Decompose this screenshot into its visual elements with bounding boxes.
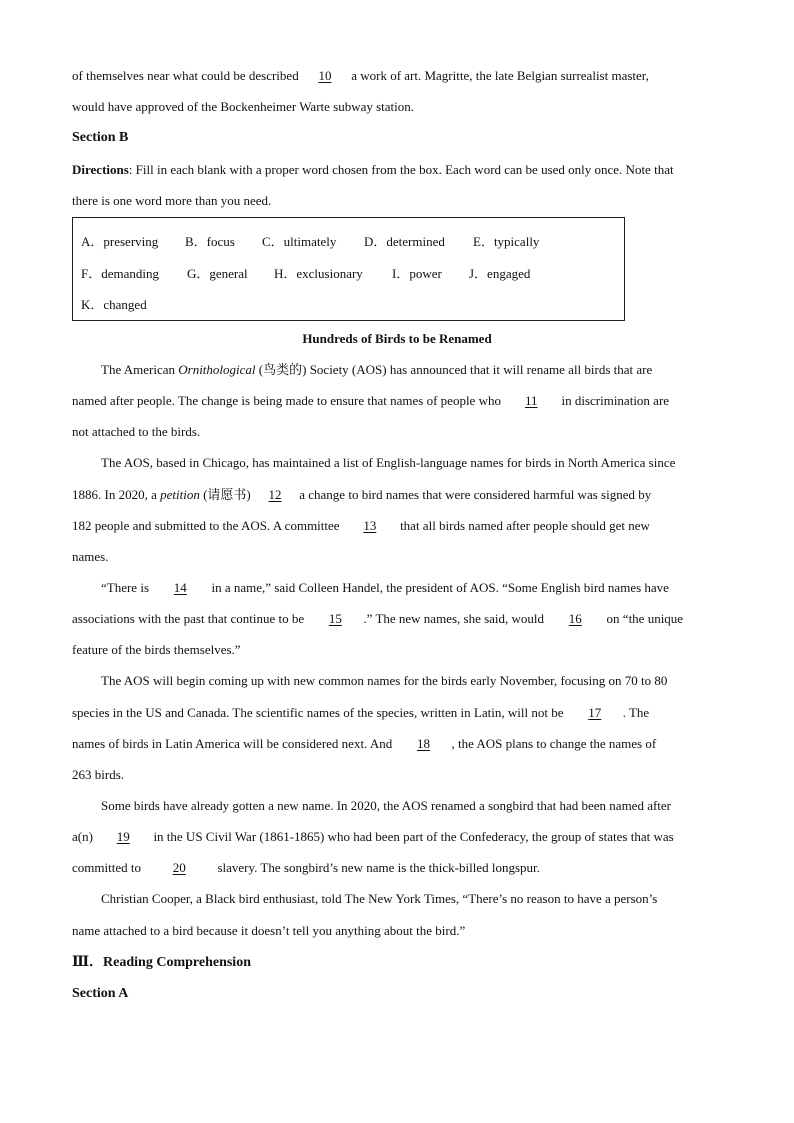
passage-title: Hundreds of Birds to be Renamed [302, 331, 492, 346]
p3-line-1: “There is 14 in a name,” said Colleen Handel, the president of AOS. “Some English bird names have [101, 580, 669, 595]
p1-line-2: named after people. The change is being made to ensure that names of people who 11 in discrimination are [72, 393, 670, 408]
p4-line-4: 263 birds. [72, 767, 124, 782]
word-box [72, 217, 625, 321]
blank-15[interactable]: 15 [328, 611, 342, 626]
directions-label: Directions [72, 162, 129, 177]
p3-line-2: associations with the past that continue to be 15 .” The new names, she said, would 16 on “the unique [72, 611, 684, 626]
p6-line-2: name attached to a bird because it doesn’t tell you anything about the bird.” [72, 923, 466, 938]
word-option-h: H．exclusionary [274, 266, 363, 281]
blank-10[interactable]: 10 [318, 68, 332, 83]
intro-line-1: of themselves near what could be described 10 a work of art. Magritte, the late Belgian surrealist master, [72, 68, 649, 83]
word-option-a: A．preserving [81, 234, 159, 249]
p5-line-1: Some birds have already gotten a new name. In 2020, the AOS renamed a songbird that had been named after [101, 798, 672, 813]
p2-line-1: The AOS, based in Chicago, has maintained a list of English-language names for birds in North America since [101, 455, 676, 470]
blank-17[interactable]: 17 [588, 705, 602, 720]
word-option-b: B．focus [185, 234, 235, 249]
intro-line-2: would have approved of the Bockenheimer Warte subway station. [72, 99, 415, 114]
p4-line-2: species in the US and Canada. The scientific names of the species, written in Latin, will not be 17 . The [72, 705, 650, 720]
p2-line-3: 182 people and submitted to the AOS. A committee 13 that all birds named after people should get new [72, 518, 650, 533]
word-option-g: G．general [187, 266, 248, 281]
word-option-k: K．changed [81, 297, 147, 312]
blank-12[interactable]: 12 [268, 487, 282, 502]
word-option-j: J．engaged [469, 266, 531, 281]
p1-line-1: The American Ornithological (鸟类的) Society (AOS) has announced that it will rename all birds that are [101, 362, 653, 377]
reading-heading: Ⅲ．Reading Comprehension [72, 955, 251, 970]
blank-13[interactable]: 13 [363, 518, 377, 533]
blank-16[interactable]: 16 [568, 611, 582, 626]
p6-line-1: Christian Cooper, a Black bird enthusiast, told The New York Times, “There’s no reason to have a person’s [101, 891, 658, 906]
p1-line-3: not attached to the birds. [72, 424, 201, 439]
p5-line-2: a(n) 19 in the US Civil War (1861-1865) who had been part of the Confederacy, the group of states that was [72, 829, 674, 844]
word-option-d: D．determined [364, 234, 445, 249]
p2-line-2: 1886. In 2020, a petition (请愿书) 12 a change to bird names that were considered harmful was signed by [72, 487, 652, 502]
p4-line-3: names of birds in Latin America will be considered next. And 18 , the AOS plans to change the names of [72, 736, 657, 751]
blank-19[interactable]: 19 [116, 829, 130, 844]
p4-line-1: The AOS will begin coming up with new common names for the birds early November, focusing on 70 to 80 [101, 673, 668, 688]
blank-18[interactable]: 18 [416, 736, 430, 751]
word-option-f: F．demanding [81, 266, 159, 281]
directions-line-1: Directions: Fill in each blank with a proper word chosen from the box. Each word can be used only once. Note that [72, 162, 674, 177]
directions-line-2: there is one word more than you need. [72, 193, 272, 208]
p3-line-3: feature of the birds themselves.” [72, 642, 241, 657]
blank-11[interactable]: 11 [524, 393, 538, 408]
blank-14[interactable]: 14 [173, 580, 187, 595]
word-option-i: I．power [392, 266, 442, 281]
word-option-e: E．typically [473, 234, 540, 249]
reading-section-a: Section A [72, 986, 129, 1001]
section-b-heading: Section B [72, 130, 129, 145]
word-option-c: C．ultimately [262, 234, 337, 249]
p5-line-3: committed to 20 slavery. The songbird’s new name is the thick-billed longspur. [72, 860, 540, 875]
p2-line-4: names. [72, 549, 109, 564]
blank-20[interactable]: 20 [172, 860, 186, 875]
